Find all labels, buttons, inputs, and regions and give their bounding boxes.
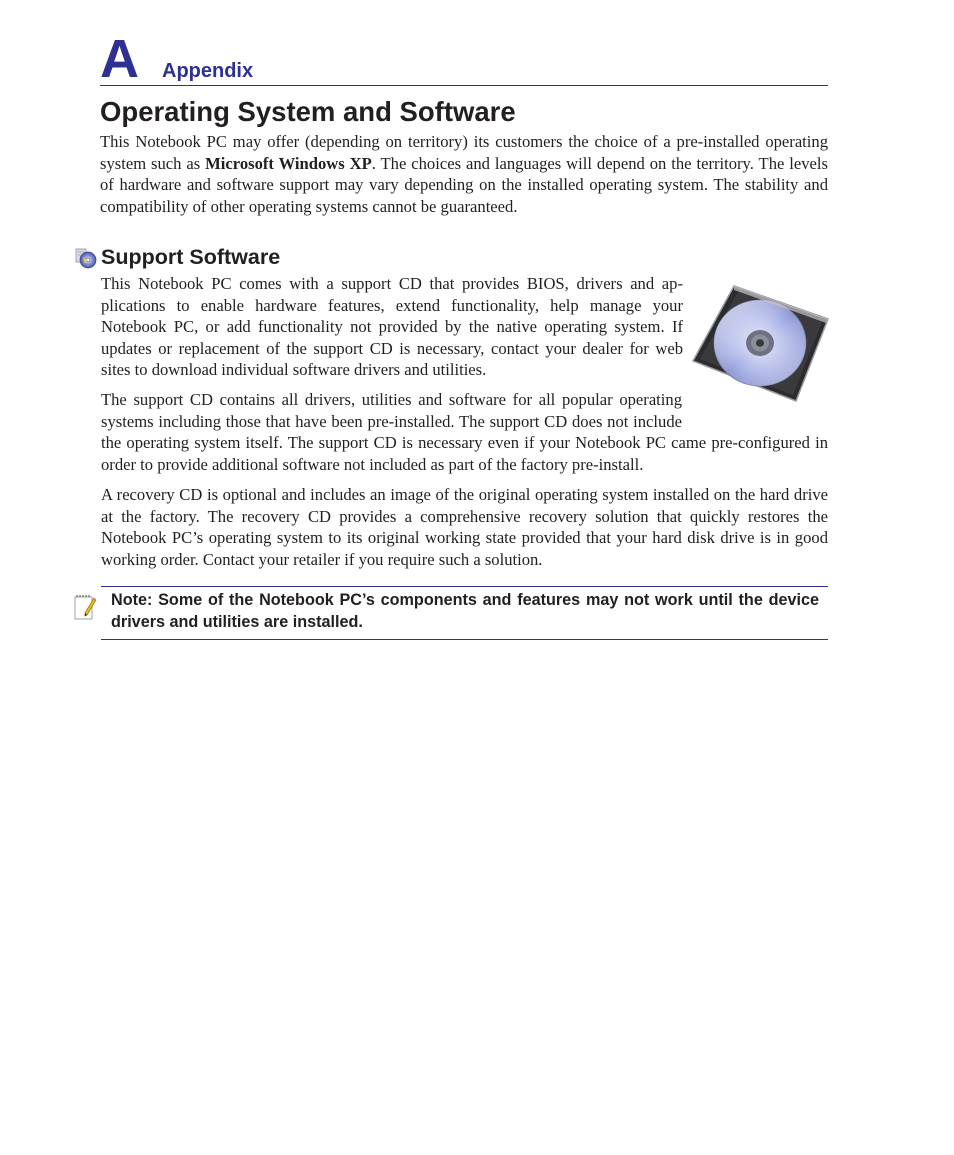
intro-text-part2: . The choices and languages will depend on the territory. The levels of hardware and software support may vary depending on the installed operating system. The stability and compatibility of other operating systems cannot be guaranteed.: [100, 153, 828, 216]
cd-software-icon: [75, 247, 97, 269]
intro-bold-os: Microsoft Windows XP: [205, 153, 372, 173]
recovery-cd-paragraph: A recovery CD is optional and includes an image of the original operating system installed on the hard drive at the factory. The recovery CD provides a comprehensive recovery solution that quickly restores the Notebook PC’s operating system to its original working state provided that your hard disk drive is in good working order. Contact your retailer if you require such a solution.: [101, 485, 828, 569]
page-title: Operating System and Software: [100, 96, 516, 127]
intro-paragraph: [100, 131, 828, 217]
image-wrap-spacer: [682, 389, 828, 411]
support-cd-contents-text: The support CD contains all drivers, utilities and software for all popular operating systems including those that have been pre-installed. The support CD does not include the operating system itself. The support CD is necessary even if your Notebook PC came pre-configured in order to provide additional software not included as part of the factory pre-install.: [101, 390, 828, 474]
chapter-header: [100, 29, 828, 89]
support-cd-contents-paragraph: [101, 389, 828, 475]
chapter-label: Appendix: [162, 60, 254, 82]
note-pencil-icon: [74, 593, 98, 621]
cd-jewel-case-image: [690, 283, 830, 403]
support-software-heading: Support Software: [101, 245, 281, 269]
appendix-letter: A: [100, 29, 139, 89]
note-box: [101, 586, 828, 640]
support-cd-paragraph: This Notebook PC comes with a support CD that provides BIOS, drivers and applications to enable hardware features, extend functionality, help manage your Notebook PC, or add functionality not provided by the native operating system. If updates or replacement of the support CD is necessary, contact your dealer for web sites to download individual software drivers and utilities.: [101, 274, 683, 379]
note-text: Note: Some of the Notebook PC’s components and features may not work until the device drivers and utilities are installed.: [111, 591, 819, 631]
intro-text-part1: This Notebook PC may offer (depending on territory) its customers the choice of a pre-installed operating system such as: [100, 132, 828, 173]
